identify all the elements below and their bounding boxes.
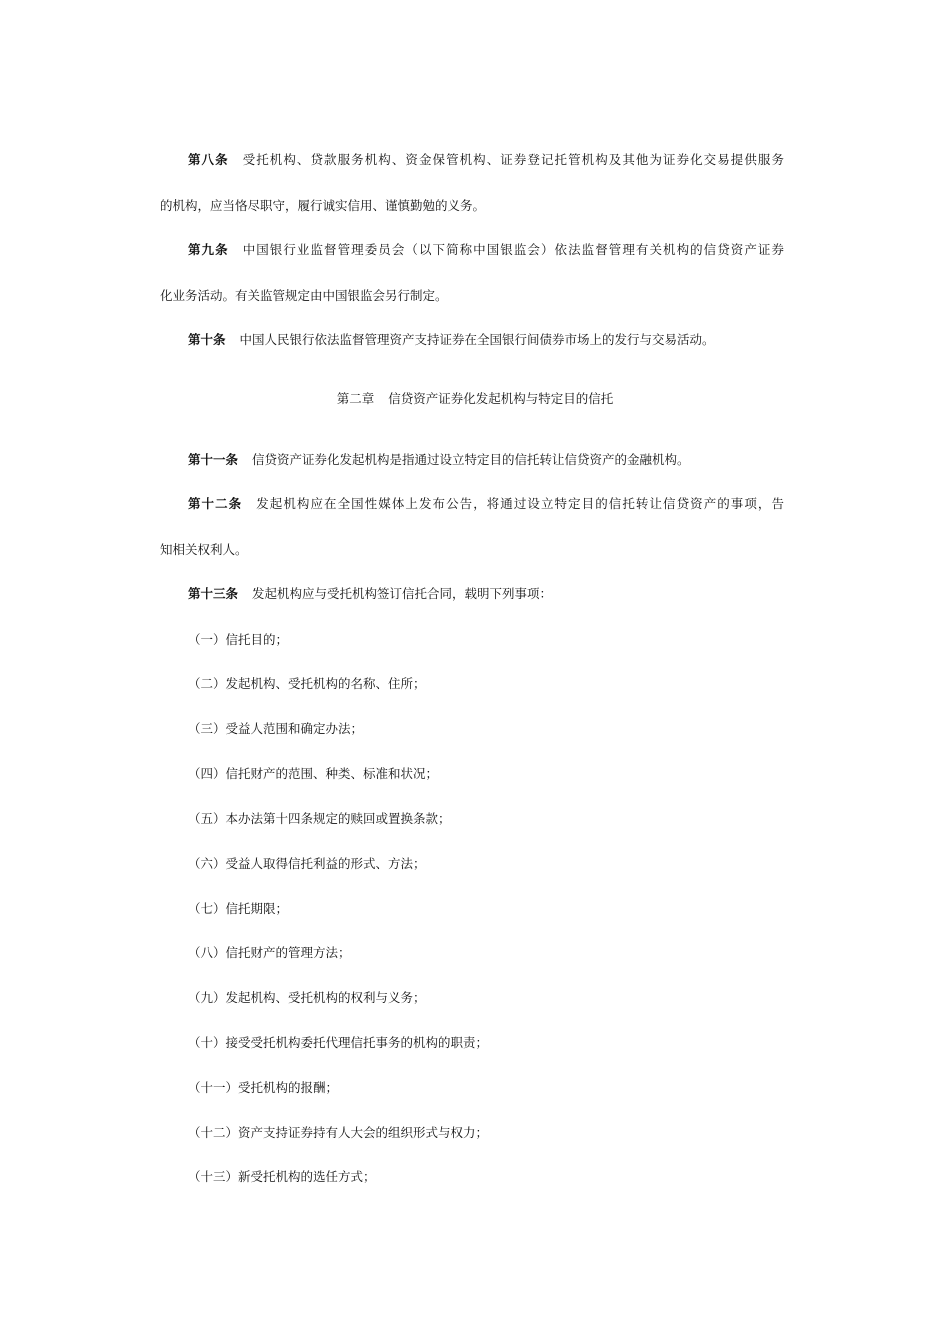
list-item: （十）接受受托机构委托代理信托事务的机构的职责； [188, 1035, 489, 1050]
list-item: （七）信托期限； [188, 901, 289, 916]
article-13-heading: 第十三条 [188, 586, 239, 601]
article-8-line-1 [188, 151, 784, 169]
list-item: （十三）新受托机构的选任方式； [188, 1169, 376, 1184]
chapter-heading [0, 390, 950, 408]
list-item: （九）发起机构、受托机构的权利与义务； [188, 990, 426, 1005]
list-item: （五）本办法第十四条规定的赎回或置换条款； [188, 811, 451, 826]
list-item: （三）受益人范围和确定办法； [188, 721, 364, 736]
article-9-heading: 第九条 [188, 242, 229, 257]
article-12-line-2: 知相关权利人。 [160, 542, 248, 557]
chapter-title: 信贷资产证券化发起机构与特定目的信托 [388, 391, 614, 406]
article-8-line-2: 的机构，应当恪尽职守，履行诚实信用、谨慎勤勉的义务。 [160, 198, 486, 213]
article-9-line-2: 化业务活动。有关监管规定由中国银监会另行制定。 [160, 288, 448, 303]
article-12-heading: 第十二条 [188, 496, 243, 511]
list-item: （四）信托财产的范围、种类、标准和状况； [188, 766, 439, 781]
article-10-heading: 第十条 [188, 332, 226, 347]
article-10-line-1 [188, 331, 715, 349]
article-9-text-1: 中国银行业监督管理委员会（以下简称中国银监会）依法监督管理有关机构的信贷资产证券 [242, 242, 784, 257]
list-item: （六）受益人取得信托利益的形式、方法； [188, 856, 426, 871]
article-13-line-1 [188, 585, 552, 603]
list-item: （八）信托财产的管理方法； [188, 945, 351, 960]
article-11-text-1: 信贷资产证券化发起机构是指通过设立特定目的信托转让信贷资产的金融机构。 [252, 452, 690, 467]
article-13-text-1: 发起机构应与受托机构签订信托合同，载明下列事项： [252, 586, 553, 601]
article-12-line-1 [188, 495, 784, 513]
list-item: （一）信托目的； [188, 632, 289, 647]
article-8-heading: 第八条 [188, 152, 229, 167]
article-11-line-1 [188, 451, 690, 469]
article-11-heading: 第十一条 [188, 452, 239, 467]
list-item: （十一）受托机构的报酬； [188, 1080, 339, 1095]
chapter-number: 第二章 [336, 391, 375, 406]
article-9-line-1 [188, 241, 784, 259]
list-item: （十二）资产支持证券持有人大会的组织形式与权力； [188, 1125, 489, 1140]
list-item: （二）发起机构、受托机构的名称、住所； [188, 676, 426, 691]
article-12-text-1: 发起机构应在全国性媒体上发布公告，将通过设立特定目的信托转让信贷资产的事项，告 [256, 496, 784, 511]
article-10-text-1: 中国人民银行依法监督管理资产支持证券在全国银行间债券市场上的发行与交易活动。 [239, 332, 715, 347]
article-8-text-1: 受托机构、贷款服务机构、资金保管机构、证券登记托管机构及其他为证券化交易提供服务 [242, 152, 784, 167]
